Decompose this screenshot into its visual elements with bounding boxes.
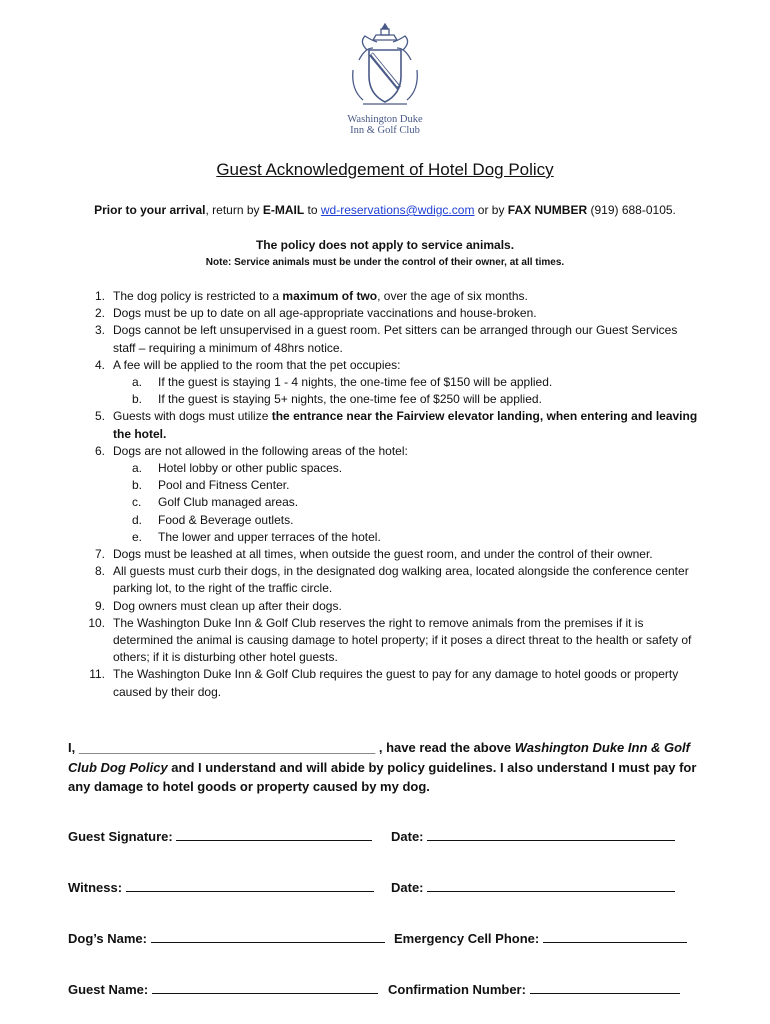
ack-text: and I understand and will abide by policy guidelines. I also understand I must pay for any damage to hotel goods or property caused by my dog.: [68, 759, 697, 794]
email-label: E-MAIL: [262, 203, 305, 217]
list-item: [85, 357, 700, 374]
arrival-instructions: [0, 203, 770, 217]
date-field[interactable]: [391, 879, 675, 895]
field-line[interactable]: [427, 879, 675, 892]
arrival-or: or by: [474, 203, 508, 217]
logo-line-2: Inn & Golf Club: [350, 125, 420, 136]
item-text: Dog owners must clean up after their dogs.: [113, 598, 342, 613]
list-item: [85, 563, 700, 597]
field-label: Emergency Cell Phone:: [394, 931, 540, 946]
item-text: All guests must curb their dogs, in the designated dog walking area, located alongside the conference center parking lot, to the right of the traffic circle.: [113, 564, 689, 596]
item-text: Dogs must be leashed at all times, when outside the guest room, and under the control of their owner.: [113, 547, 653, 562]
list-item: [85, 408, 700, 442]
fax-number: (919) 688-0105.: [587, 203, 676, 217]
sub-item-text: Food & Beverage outlets.: [158, 512, 294, 527]
guest-signature-field[interactable]: [68, 828, 372, 844]
list-item: [85, 322, 700, 356]
list-item: [85, 598, 700, 615]
policy-name: Washington Duke Inn & Golf Club Dog Policy: [68, 740, 690, 775]
item-text: A fee will be applied to the room that the pet occupies:: [113, 357, 401, 372]
policy-list: [85, 288, 700, 701]
sub-item-letter: b.: [132, 478, 143, 493]
sub-item: [85, 477, 700, 494]
list-item: [85, 615, 700, 667]
service-animal-subnote: Note: Service animals must be under the control of their owner, at all times.: [205, 257, 565, 268]
field-label: Date:: [391, 829, 424, 844]
item-number: 7.: [94, 547, 105, 562]
list-item: [85, 443, 700, 460]
item-number: 9.: [94, 598, 105, 613]
field-line[interactable]: [543, 930, 687, 943]
service-animal-note: The policy does not apply to service animals.: [255, 238, 515, 252]
field-line[interactable]: [126, 879, 374, 892]
arrival-mid: , return by: [205, 203, 263, 217]
sub-item-letter: d.: [132, 512, 143, 527]
item-number: 10.: [88, 615, 105, 630]
item-text: Dogs must be up to date on all age-appropriate vaccinations and house-broken.: [113, 306, 537, 321]
fax-label: FAX NUMBER: [507, 203, 588, 217]
item-number: 5.: [94, 409, 105, 424]
item-number: 3.: [94, 323, 105, 338]
item-text-bold: maximum of two: [282, 289, 378, 303]
field-line[interactable]: [151, 930, 385, 943]
sub-item: [85, 374, 700, 391]
field-line[interactable]: [176, 828, 372, 841]
field-label: Confirmation Number:: [388, 982, 526, 997]
item-text: Dogs are not allowed in the following areas of the hotel:: [113, 443, 408, 458]
sub-item-text: Hotel lobby or other public spaces.: [158, 461, 343, 476]
item-text: The dog policy is restricted to a: [113, 289, 283, 303]
date-field[interactable]: [391, 828, 675, 844]
guest-name-field[interactable]: [68, 981, 378, 997]
witness-field[interactable]: [68, 879, 374, 895]
logo: [335, 20, 435, 136]
field-label: Dog’s Name:: [68, 931, 147, 946]
acknowledgement-statement: [68, 738, 698, 797]
item-text-bold: the entrance near the Fairview elevator landing, when entering and leaving the hotel.: [113, 409, 698, 441]
field-line[interactable]: [530, 981, 680, 994]
list-item: [85, 546, 700, 563]
item-text: The Washington Duke Inn & Golf Club requires the guest to pay for any damage to hotel goods or property caused by their dog.: [113, 667, 679, 699]
sub-item-text: Pool and Fitness Center.: [158, 478, 290, 493]
sub-item-text: The lower and upper terraces of the hotel.: [158, 529, 381, 544]
item-number: 2.: [94, 306, 105, 321]
list-item: [85, 305, 700, 322]
item-number: 11.: [89, 667, 105, 682]
field-label: Guest Name:: [68, 982, 149, 997]
item-text: , over the age of six months.: [377, 289, 528, 303]
sub-item: [85, 391, 700, 408]
sub-item: [85, 512, 700, 529]
sub-item-text: Golf Club managed areas.: [158, 495, 299, 510]
field-label: Witness:: [68, 880, 123, 895]
crest-icon: [345, 20, 425, 112]
arrival-lead: Prior to your arrival: [94, 203, 206, 217]
sub-item-letter: e.: [132, 529, 143, 544]
page-title: Guest Acknowledgement of Hotel Dog Policy: [216, 160, 554, 179]
dogs-name-field[interactable]: [68, 930, 385, 946]
item-number: 1.: [94, 289, 105, 303]
sub-item-text: If the guest is staying 5+ nights, the one-time fee of $250 will be applied.: [158, 392, 542, 407]
item-number: 8.: [94, 564, 105, 579]
emergency-phone-field[interactable]: [394, 930, 687, 946]
item-number: 4.: [94, 357, 105, 372]
sub-item-letter: b.: [132, 392, 143, 407]
sub-item-letter: c.: [132, 495, 142, 510]
sub-item: [85, 494, 700, 511]
sub-item: [85, 460, 700, 477]
item-text: Dogs cannot be left unsupervised in a guest room. Pet sitters can be arranged through our Guest Services staff – requiring a minimum of 48hrs notice.: [113, 323, 678, 355]
item-number: 6.: [94, 443, 105, 458]
list-item: [85, 288, 700, 305]
sub-item: [85, 529, 700, 546]
field-line[interactable]: [152, 981, 378, 994]
email-link[interactable]: wd-reservations@wdigc.com: [320, 203, 475, 217]
field-label: Guest Signature:: [68, 829, 173, 844]
arrival-to: to: [304, 203, 321, 217]
list-item: [85, 666, 700, 700]
sub-item-letter: a.: [132, 461, 143, 476]
logo-line-1: Washington Duke: [347, 114, 423, 125]
item-text: The Washington Duke Inn & Golf Club reserves the right to remove animals from the premises if it is determined the animal is causing damage to hotel property; if it poses a direct threat to the health or safety of others; if it is disturbing other hotel guests.: [113, 615, 692, 665]
confirmation-number-field[interactable]: [388, 981, 680, 997]
sub-item-text: If the guest is staying 1 - 4 nights, the one-time fee of $150 will be applied.: [158, 375, 553, 390]
field-line[interactable]: [427, 828, 675, 841]
field-label: Date:: [391, 880, 424, 895]
item-text: Guests with dogs must utilize: [113, 409, 272, 424]
name-blank[interactable]: _________________________________________: [78, 740, 376, 755]
ack-text: , have read the above: [375, 740, 515, 755]
sub-item-letter: a.: [132, 375, 143, 390]
ack-prefix: I,: [68, 740, 79, 755]
